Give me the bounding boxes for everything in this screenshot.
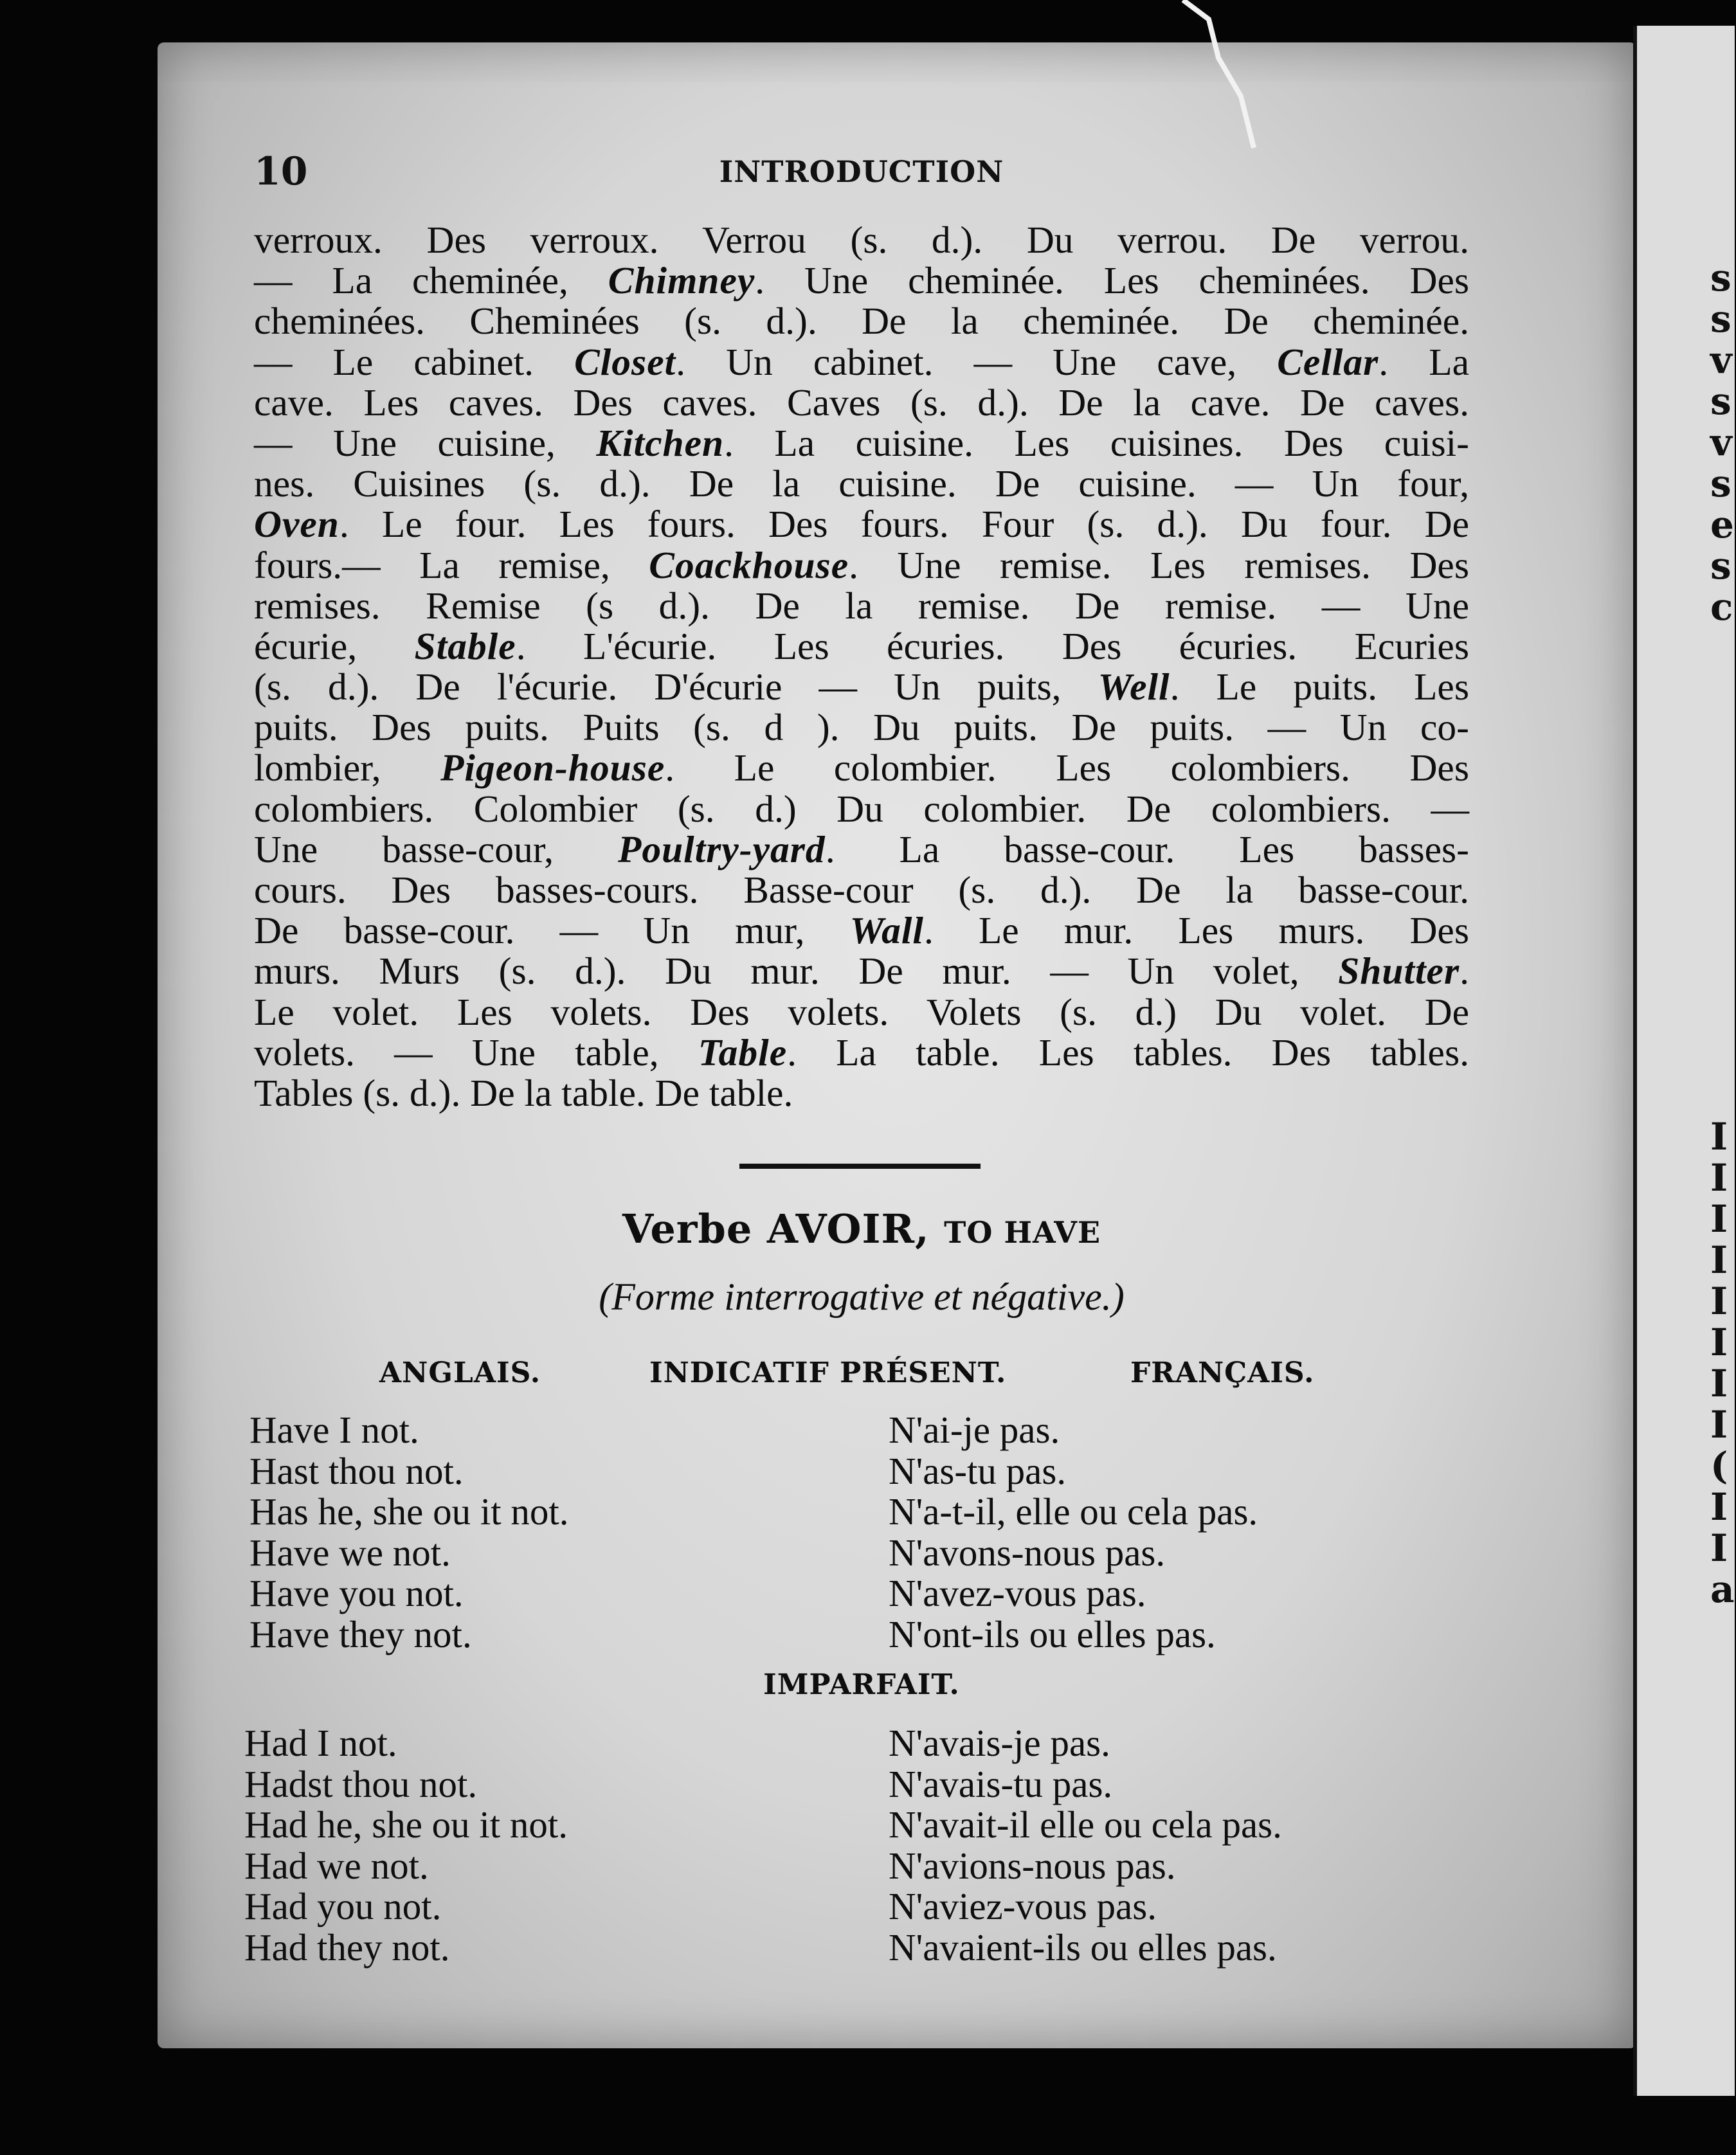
english-gloss: Chimney	[608, 259, 755, 302]
paragraph-text: . La	[1379, 340, 1469, 383]
present-english-list	[249, 1408, 569, 1653]
present-french-line: N'ai-je pas.	[889, 1409, 1060, 1451]
paragraph-text: Une basse-cour,	[254, 827, 618, 870]
present-french-line: N'as-tu pas.	[889, 1449, 1067, 1492]
paragraph-text: . La table. Les tables. Des tables.	[787, 1031, 1469, 1074]
adjacent-page-letter: I	[1710, 1485, 1728, 1529]
paragraph-line	[254, 586, 1469, 626]
paragraph-text: . Le colombier. Les colombiers. Des	[665, 746, 1469, 789]
adjacent-page-letter: (	[1710, 1444, 1728, 1488]
paragraph-line	[254, 342, 1469, 383]
adjacent-page-letter: c	[1710, 585, 1733, 629]
section-divider	[739, 1164, 981, 1169]
vocabulary-paragraph	[254, 220, 1469, 1114]
paragraph-line	[254, 464, 1469, 504]
paragraph-text: . Un cabinet. — Une cave,	[676, 340, 1278, 383]
paragraph-text: . Une cheminée. Les cheminées. Des	[755, 259, 1470, 302]
imparfait-english-line: Had you not.	[244, 1885, 442, 1927]
adjacent-page-text	[1710, 257, 1736, 1610]
adjacent-page-letter: s	[1710, 256, 1731, 300]
imparfait-english-line: Had we not.	[244, 1844, 429, 1887]
adjacent-page-letter: a	[1710, 1567, 1735, 1611]
adjacent-page-letter: I	[1710, 1362, 1728, 1405]
paragraph-text: — La cheminée,	[254, 259, 608, 302]
imparfait-french-line: N'avaient-ils ou elles pas.	[889, 1925, 1277, 1969]
present-english-line: Hast thou not.	[249, 1449, 464, 1492]
adjacent-page-letter: s	[1710, 544, 1731, 588]
imparfait-french-line: N'aviez-vous pas.	[889, 1885, 1157, 1927]
paragraph-text: . Le four. Les fours. Des fours. Four (s. d.). Du four. De	[339, 503, 1469, 546]
paragraph-line	[254, 383, 1469, 423]
paragraph-text: Tables (s. d.). De la table. De table.	[254, 1071, 793, 1114]
paragraph-text: . La basse-cour. Les basses-	[825, 827, 1469, 870]
imparfait-french-line: N'avait-il elle ou cela pas.	[889, 1803, 1282, 1846]
paragraph-text: (s. d.). De l'écurie. D'écurie — Un puits,	[254, 665, 1098, 708]
page-header	[254, 149, 1469, 194]
paragraph-line	[254, 220, 1469, 260]
present-french-line: N'avez-vous pas.	[889, 1572, 1146, 1614]
paragraph-line	[254, 423, 1469, 464]
english-gloss: Shutter	[1338, 950, 1460, 993]
paragraph-text: cave. Les caves. Des caves. Caves (s. d.). De la cave. De caves.	[254, 381, 1469, 424]
paragraph-text: . La cuisine. Les cuisines. Des cuisi-	[724, 421, 1469, 464]
english-gloss: Coackhouse	[649, 543, 849, 586]
column-head-francais: FRANÇAIS.	[1130, 1357, 1315, 1389]
page-number: 10	[254, 149, 308, 194]
paragraph-text: . Le mur. Les murs. Des	[923, 909, 1469, 952]
paragraph-text: murs. Murs (s. d.). Du mur. De mur. — Un volet,	[254, 950, 1339, 993]
paragraph-text: Le volet. Les volets. Des volets. Volets (s. d.) Du volet. De	[254, 990, 1469, 1033]
column-head-indicatif: INDICATIF PRÉSENT.	[649, 1357, 1007, 1389]
imparfait-french-line: N'avais-je pas.	[889, 1722, 1110, 1764]
adjacent-page-letter: I	[1710, 1115, 1728, 1159]
paragraph-text: cours. Des basses-cours. Basse-cour (s. d.). De la basse-cour.	[254, 869, 1469, 911]
present-english-line: Have they not.	[249, 1612, 472, 1655]
paragraph-text: volets. — Une table,	[254, 1031, 698, 1074]
adjacent-page-letter: I	[1710, 1526, 1728, 1570]
paragraph-text: verroux. Des verroux. Verrou (s. d.). Du verrou. De verrou.	[254, 219, 1469, 261]
english-gloss: Wall	[849, 909, 924, 952]
paragraph-text: nes. Cuisines (s. d.). De la cuisine. De cuisine. — Un four,	[254, 462, 1469, 505]
paragraph-line	[254, 667, 1469, 707]
paragraph-text: fours.— La remise,	[254, 543, 649, 586]
section-title	[254, 1205, 1469, 1252]
imparfait-heading: IMPARFAIT.	[763, 1668, 960, 1701]
paragraph-text: De basse-cour. — Un mur,	[254, 909, 850, 952]
paragraph-text: remises. Remise (s d.). De la remise. De remise. — Une	[254, 584, 1469, 627]
paragraph-line	[254, 829, 1469, 870]
present-french-list	[889, 1408, 1258, 1653]
paragraph-line	[254, 870, 1469, 910]
english-gloss: Well	[1098, 665, 1170, 708]
adjacent-page-letter: v	[1710, 338, 1732, 382]
english-gloss: Pigeon-house	[440, 746, 665, 789]
paragraph-text: . L'écurie. Les écuries. Des écuries. Ecuries	[516, 624, 1469, 667]
paragraph-line	[254, 301, 1469, 341]
paragraph-line	[254, 626, 1469, 667]
paragraph-line	[254, 910, 1469, 951]
paragraph-text: .	[1460, 950, 1469, 993]
adjacent-page-letter: I	[1710, 1321, 1728, 1364]
paragraph-text: . Une remise. Les remises. Des	[849, 543, 1469, 586]
adjacent-page-letter: I	[1710, 1238, 1728, 1282]
column-head-anglais: ANGLAIS.	[379, 1357, 541, 1389]
present-english-line: Have we not.	[249, 1531, 451, 1574]
imparfait-french-list	[889, 1721, 1282, 1969]
adjacent-page-letter: e	[1710, 503, 1734, 546]
page-tear-mark	[1183, 0, 1260, 161]
adjacent-page-letter: I	[1710, 1403, 1728, 1447]
paragraph-line	[254, 260, 1469, 301]
paragraph-line	[254, 707, 1469, 748]
paragraph-line	[254, 951, 1469, 991]
paragraph-line	[254, 1073, 1469, 1114]
adjacent-page-letter: I	[1710, 1156, 1728, 1200]
adjacent-page-letter: s	[1710, 379, 1731, 423]
adjacent-page-letter: I	[1710, 1279, 1728, 1323]
english-gloss: Cellar	[1277, 340, 1379, 383]
imparfait-french-line: N'avions-nous pas.	[889, 1844, 1176, 1887]
paragraph-line	[254, 992, 1469, 1032]
paragraph-text: . Le puits. Les	[1170, 665, 1469, 708]
english-gloss: Stable	[414, 624, 516, 667]
paragraph-line	[254, 545, 1469, 586]
paragraph-line	[254, 1032, 1469, 1073]
section-subtitle: (Forme interrogative et négative.)	[599, 1276, 1125, 1318]
present-english-line: Have I not.	[249, 1409, 419, 1451]
paragraph-text: cheminées. Cheminées (s. d.). De la cheminée. De cheminée.	[254, 300, 1469, 343]
imparfait-english-line: Had he, she ou it not.	[244, 1803, 568, 1846]
paragraph-text: colombiers. Colombier (s. d.) Du colombier. De colombiers. —	[254, 787, 1469, 830]
english-gloss: Oven	[254, 503, 339, 546]
imparfait-english-line: Hadst thou not.	[244, 1762, 478, 1805]
paragraph-line	[254, 748, 1469, 788]
adjacent-page-letter: v	[1710, 420, 1732, 464]
adjacent-page-letter: s	[1710, 462, 1731, 505]
english-gloss: Closet	[574, 340, 676, 383]
english-gloss: Kitchen	[596, 421, 725, 464]
paragraph-text: puits. Des puits. Puits (s. d ). Du puits. De puits. — Un co-	[254, 706, 1469, 749]
imparfait-english-line: Had I not.	[244, 1722, 397, 1764]
english-gloss: Table	[698, 1031, 788, 1074]
imparfait-english-line: Had they not.	[244, 1925, 450, 1969]
paragraph-text: — Une cuisine,	[254, 421, 597, 464]
present-french-line: N'a-t-il, elle ou cela pas.	[889, 1490, 1258, 1533]
present-english-line: Have you not.	[249, 1572, 464, 1614]
english-gloss: Poultry-yard	[617, 827, 826, 870]
imparfait-french-line: N'avais-tu pas.	[889, 1762, 1113, 1805]
imparfait-english-list	[244, 1721, 568, 1969]
section-title-main: Verbe AVOIR,	[622, 1205, 930, 1252]
paragraph-line	[254, 789, 1469, 829]
paragraph-text: — Le cabinet.	[254, 340, 575, 383]
adjacent-page-letter: s	[1710, 297, 1731, 341]
present-french-line: N'ont-ils ou elles pas.	[889, 1612, 1216, 1655]
running-head: INTRODUCTION	[719, 154, 1004, 189]
paragraph-line	[254, 504, 1469, 545]
present-english-line: Has he, she ou it not.	[249, 1490, 569, 1533]
paragraph-text: lombier,	[254, 746, 441, 789]
adjacent-page-letter: I	[1710, 1197, 1728, 1241]
paragraph-text: écurie,	[254, 624, 415, 667]
section-title-small: TO HAVE	[944, 1215, 1101, 1250]
present-french-line: N'avons-nous pas.	[889, 1531, 1166, 1574]
